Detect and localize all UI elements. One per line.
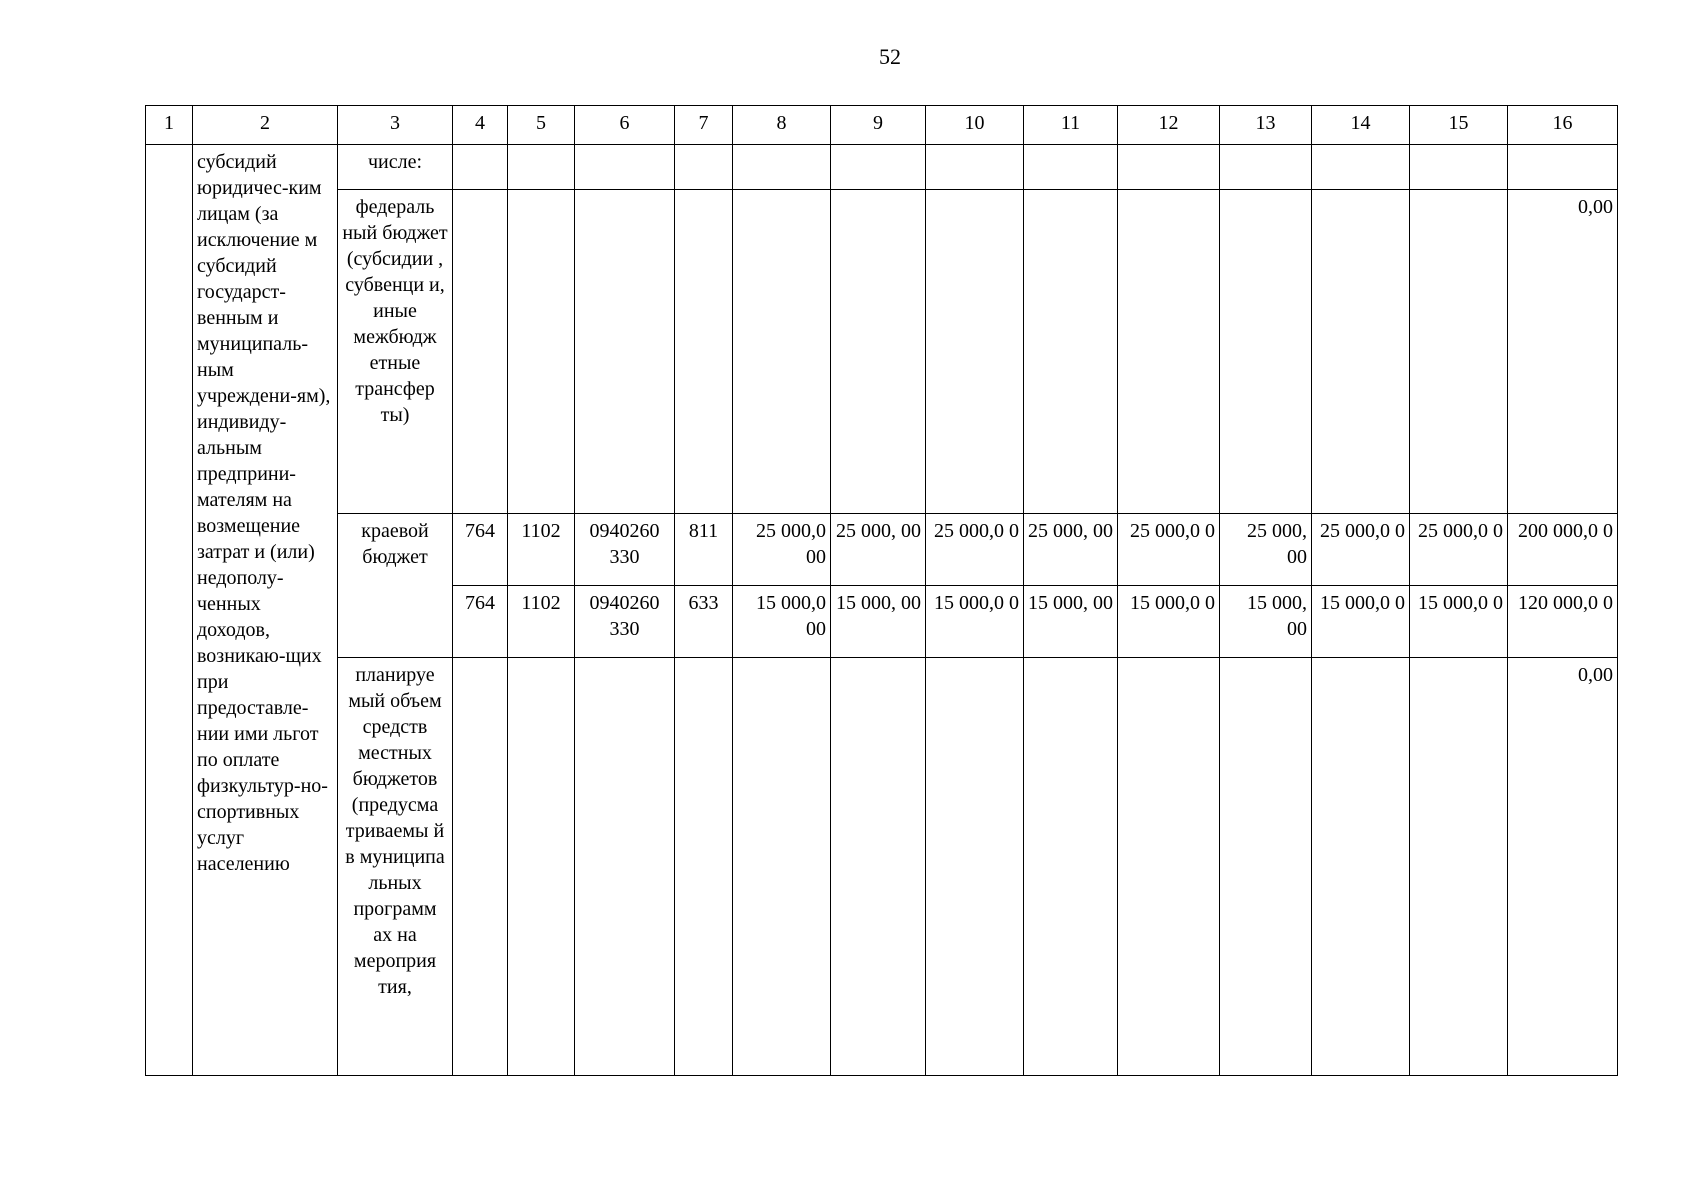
table-row (146, 658, 1618, 1076)
header-cell: 3 (338, 106, 453, 145)
row-number-cell (146, 145, 193, 1076)
table-cell: 15 000, 00 (1024, 586, 1118, 658)
page-number: 52 (879, 44, 901, 69)
table-cell: 25 000,0 00 (733, 514, 831, 586)
local-total: 0,00 (1508, 658, 1618, 1076)
table-cell: 25 000,0 0 (926, 514, 1024, 586)
table-cell: 25 000, 00 (831, 514, 926, 586)
header-cell: 6 (575, 106, 675, 145)
table-cell: 25 000,0 0 (1118, 514, 1220, 586)
measure-description: субсидий юридичес-ким лицам (за исключение м субсидий государст-венным и муниципаль-ным учреждени-ям), индивиду-альным предприни-мателям на возмещение затрат и (или) недополу-ченных доходов, возникаю-щих при предоставле-нии ими льгот по оплате физкультур-но-спортивных услуг населению (193, 145, 338, 1076)
header-cell: 4 (453, 106, 508, 145)
header-cell: 15 (1410, 106, 1508, 145)
header-cell: 8 (733, 106, 831, 145)
federal-total: 0,00 (1508, 190, 1618, 514)
source-in-number: числе: (338, 145, 453, 190)
source-local: планируе мый объем средств местных бюджетов (предусма триваемы й в муниципа льных программ ах на мероприя тия, (338, 658, 453, 1076)
table-cell: 25 000, 00 (1220, 514, 1312, 586)
header-cell: 12 (1118, 106, 1220, 145)
table-cell: 25 000, 00 (1024, 514, 1118, 586)
header-cell: 10 (926, 106, 1024, 145)
header-cell: 16 (1508, 106, 1618, 145)
table-cell: 25 000,0 0 (1312, 514, 1410, 586)
table-cell: 15 000, 00 (1220, 586, 1312, 658)
table-cell: 764 (453, 514, 508, 586)
table-cell: 25 000,0 0 (1410, 514, 1508, 586)
header-cell: 11 (1024, 106, 1118, 145)
table-row (146, 190, 1618, 514)
table-cell: 200 000,0 0 (1508, 514, 1618, 586)
header-cell: 1 (146, 106, 193, 145)
table-cell: 1102 (508, 586, 575, 658)
table-cell: 811 (675, 514, 733, 586)
table-row (146, 145, 1618, 190)
header-cell: 13 (1220, 106, 1312, 145)
source-regional: краевой бюджет (338, 514, 453, 658)
table-cell: 15 000,0 0 (1312, 586, 1410, 658)
source-federal: федераль ный бюджет (субсидии , субвенци и, иные межбюдж етные трансфер ты) (338, 190, 453, 514)
header-cell: 7 (675, 106, 733, 145)
header-cell: 9 (831, 106, 926, 145)
table-cell: 764 (453, 586, 508, 658)
table-cell: 15 000,0 0 (1118, 586, 1220, 658)
table-cell: 1102 (508, 514, 575, 586)
header-cell: 14 (1312, 106, 1410, 145)
table-cell: 15 000, 00 (831, 586, 926, 658)
header-cell: 5 (508, 106, 575, 145)
table-cell: 15 000,0 00 (733, 586, 831, 658)
table-cell: 633 (675, 586, 733, 658)
header-cell: 2 (193, 106, 338, 145)
table-cell: 0940260 330 (575, 514, 675, 586)
table-cell: 15 000,0 0 (1410, 586, 1508, 658)
table-cell: 15 000,0 0 (926, 586, 1024, 658)
budget-table (145, 105, 1618, 1076)
table-cell: 120 000,0 0 (1508, 586, 1618, 658)
table-cell: 0940260 330 (575, 586, 675, 658)
header-row (146, 106, 1618, 145)
table-row (146, 514, 1618, 586)
